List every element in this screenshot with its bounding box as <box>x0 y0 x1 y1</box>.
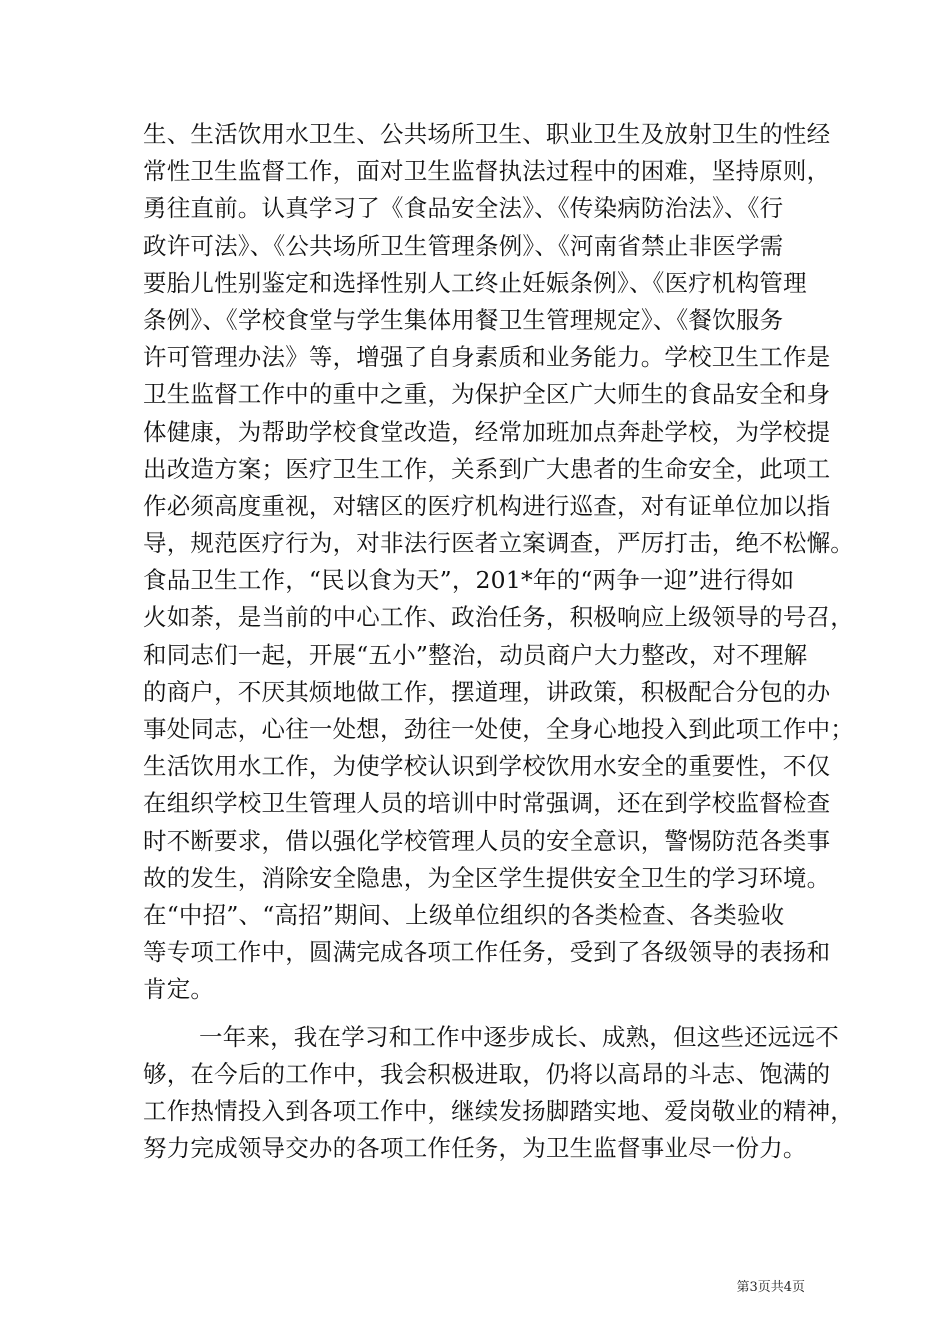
text-line: 导，规范医疗行为，对非法行医者立案调查，严厉打击，绝不松懈。 <box>143 529 854 558</box>
text-line: 生活饮用水工作，为使学校认识到学校饮用水安全的重要性，不仅 <box>143 752 831 781</box>
text-line: 肯定。 <box>143 975 215 1004</box>
document-body <box>143 116 854 1167</box>
text-line: 卫生监督工作中的重中之重，为保护全区广大师生的食品安全和身 <box>143 380 831 409</box>
text-line: 的商户，不厌其烦地做工作，摆道理，讲政策，积极配合分包的办 <box>143 677 831 706</box>
text-line: 等专项工作中，圆满完成各项工作任务，受到了各级领导的表扬和 <box>143 938 831 967</box>
text-line: 时不断要求，借以强化学校管理人员的安全意识，警惕防范各类事 <box>143 826 831 855</box>
text-line: 在“中招”、“高招”期间、上级单位组织的各类检查、各类验收 <box>143 900 785 929</box>
page-number: 第3页共4页 <box>736 1280 805 1295</box>
text-line: 体健康，为帮助学校食堂改造，经常加班加点奔赴学校，为学校提 <box>143 417 831 446</box>
paragraph-spacer <box>143 1009 813 1019</box>
text-line: 火如荼，是当前的中心工作、政治任务，积极响应上级领导的号召， <box>143 603 854 632</box>
text-line: 努力完成领导交办的各项工作任务，为卫生监督事业尽一份力。 <box>143 1134 807 1163</box>
text-line: 一年来，我在学习和工作中逐步成长、成熟，但这些还远远不 <box>199 1022 839 1051</box>
text-line: 要胎儿性别鉴定和选择性别人工终止妊娠条例》、《医疗机构管理 <box>143 268 807 297</box>
text-line: 够，在今后的工作中，我会积极进取，仍将以高昂的斗志、饱满的 <box>143 1059 831 1088</box>
paragraph-2 <box>143 1019 854 1168</box>
text-line: 出改造方案；医疗卫生工作，关系到广大患者的生命安全，此项工 <box>143 454 831 483</box>
text-line: 生、生活饮用水卫生、公共场所卫生、职业卫生及放射卫生的性经 <box>143 120 831 148</box>
text-line: 常性卫生监督工作，面对卫生监督执法过程中的困难，坚持原则， <box>143 157 831 186</box>
text-line: 作必须高度重视，对辖区的医疗机构进行巡查，对有证单位加以指 <box>143 491 831 520</box>
text-line: 事处同志，心往一处想，劲往一处使，全身心地投入到此项工作中； <box>143 715 854 743</box>
paragraph-1 <box>143 116 854 1009</box>
text-line: 工作热情投入到各项工作中，继续发扬脚踏实地、爱岗敬业的精神， <box>143 1096 854 1125</box>
text-line: 政许可法》、《公共场所卫生管理条例》、《河南省禁止非医学需 <box>143 231 784 260</box>
text-line: 故的发生，消除安全隐患，为全区学生提供安全卫生的学习环境。 <box>143 863 831 892</box>
text-line: 许可管理办法》等，增强了自身素质和业务能力。学校卫生工作是 <box>143 343 831 372</box>
text-line: 和同志们一起，开展“五小”整治，动员商户大力整改，对不理解 <box>143 640 808 669</box>
text-line: 勇往直前。认真学习了《食品安全法》、《传染病防治法》、《行 <box>143 194 784 223</box>
text-line: 在组织学校卫生管理人员的培训中时常强调，还在到学校监督检查 <box>143 789 831 818</box>
text-line: 条例》、《学校食堂与学生集体用餐卫生管理规定》、《餐饮服务 <box>143 305 784 334</box>
text-line: 食品卫生工作，“民以食为天”，201*年的“两争一迎”进行得如 <box>143 566 795 595</box>
